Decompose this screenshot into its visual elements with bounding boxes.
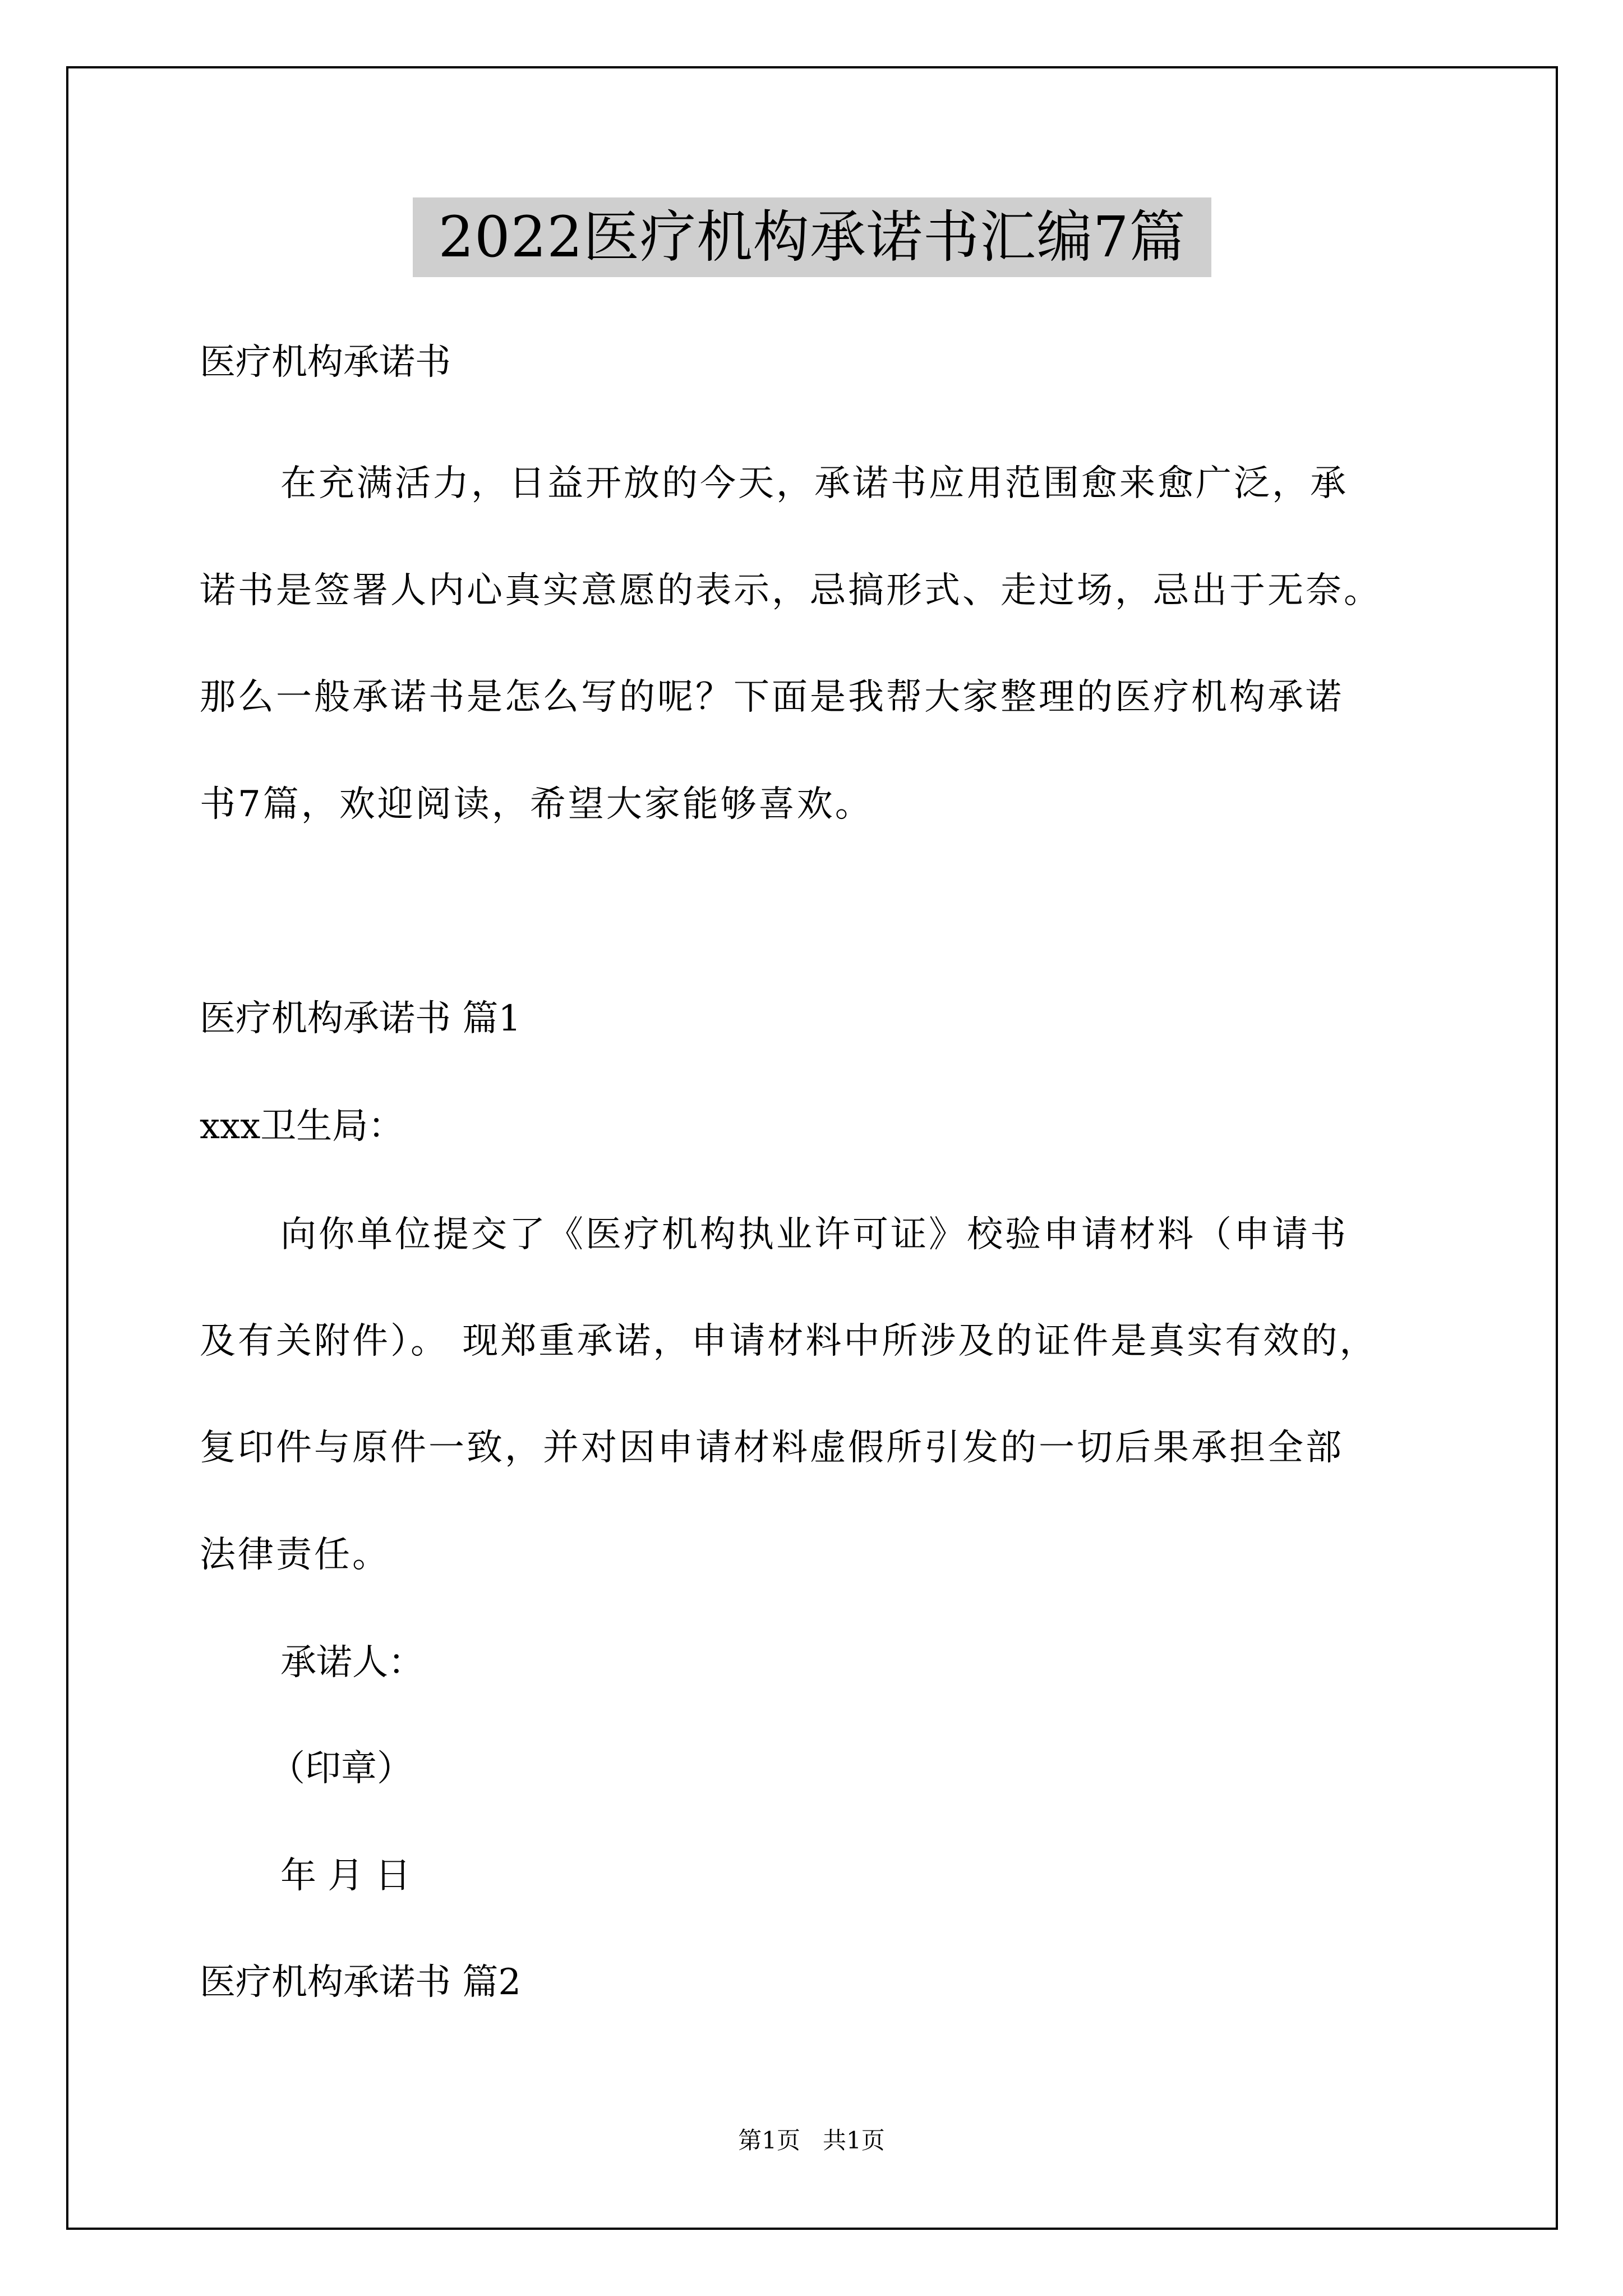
date-line: 年 月 日 [280,1855,411,1897]
intro-heading: 医疗机构承诺书 [200,342,451,383]
intro-paragraph-line: 书7篇，欢迎阅读，希望大家能够喜欢。 [200,784,873,825]
intro-paragraph-line: 那么一般承诺书是怎么写的呢？下面是我帮大家整理的医疗机构承诺 [200,677,1344,718]
document-title: 2022医疗机构承诺书汇编7篇 [413,197,1211,277]
section-heading: 医疗机构承诺书 篇2 [200,1962,522,2003]
seal-label: （印章） [269,1748,413,1789]
intro-paragraph-line: 诺书是签署人内心真实意愿的表示，忌搞形式、走过场，忌出于无奈。 [200,570,1382,611]
intro-paragraph-line: 在充满活力，日益开放的今天，承诺书应用范围愈来愈广泛，承 [280,463,1348,504]
addressee: xxx卫生局： [200,1106,404,1147]
page-footer: 第1页 共1页 [738,2127,885,2154]
section-paragraph-line: 及有关附件）。 现郑重承诺，申请材料中所涉及的证件是真实有效的， [200,1320,1378,1362]
section-paragraph-line: 向你单位提交了《医疗机构执业许可证》校验申请材料（申请书 [280,1214,1348,1255]
section-paragraph-line: 法律责任。 [200,1534,390,1576]
section-heading: 医疗机构承诺书 篇1 [200,998,522,1039]
signer-label: 承诺人： [280,1642,424,1683]
section-paragraph-line: 复印件与原件一致，并对因申请材料虚假所引发的一切后果承担全部 [200,1427,1344,1469]
